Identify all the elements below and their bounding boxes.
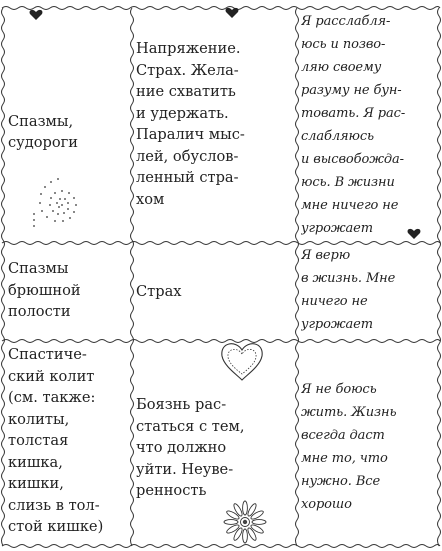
disease-line: ский колит <box>8 367 95 385</box>
disease-line: кишка, <box>8 453 63 471</box>
cause-line: уйти. Неуве- <box>136 460 234 478</box>
affirmation-line: Я верю <box>301 248 351 263</box>
cause-line: Напряжение. <box>136 40 241 57</box>
affirmation-line: хорошо <box>301 497 352 512</box>
disease-line: Спазмы, <box>8 112 74 130</box>
disease-line: слизь в тол- <box>8 496 100 514</box>
disease-line: кишки, <box>8 475 64 492</box>
disease-line: стой кишке) <box>8 518 104 535</box>
affirmation-line: ничего не <box>301 294 368 309</box>
double-heart-icon <box>222 344 262 380</box>
affirmation-line: и высвобожда- <box>301 152 404 167</box>
cause-line: Боязнь рас- <box>136 396 227 413</box>
cause-line: ние схватить <box>136 83 236 100</box>
cause-line: хом <box>136 190 165 208</box>
affirmation-line: всегда даст <box>301 428 385 443</box>
disease-line: колиты, <box>8 410 70 428</box>
flower-ornament-icon <box>224 501 266 543</box>
cause-line: статься с тем, <box>136 417 245 435</box>
affirmation-line: нужно. Все <box>301 474 381 489</box>
cause-line: лей, обуслов- <box>136 147 239 165</box>
disease-line: судороги <box>8 134 79 151</box>
affirmation-line: слабляюсь <box>301 129 375 144</box>
affirmation-line: мне то, что <box>301 451 388 466</box>
affirmation-line: Я расслабля- <box>301 14 391 29</box>
row-1-disease <box>8 14 130 162</box>
affirmation-line: угрожает <box>301 221 374 236</box>
affirmation-line: жить. Жизнь <box>301 405 397 420</box>
cause-line: Паралич мыс- <box>136 126 245 143</box>
row-1-cause <box>136 38 294 238</box>
affirmation-line: юсь и позво- <box>301 37 386 52</box>
affirmation-line: товать. Я рас- <box>301 106 406 121</box>
affirmation-line: в жизнь. Мне <box>301 271 396 286</box>
heart-icon <box>226 8 239 18</box>
row-3-cause <box>136 394 294 506</box>
affirmation-line: угрожает <box>301 317 374 332</box>
affirmation-line: юсь. В жизни <box>301 175 395 190</box>
disease-line: Спастиче- <box>8 346 87 363</box>
cause-line: и удержать. <box>136 104 229 122</box>
affirmation-line: мне ничего не <box>301 198 399 213</box>
affirmation-line: ляю своему <box>301 60 382 75</box>
row-2-cause <box>136 281 294 305</box>
affirmation-line: разуму не бун- <box>301 83 402 98</box>
row-3-affirmation <box>301 378 436 518</box>
cause-line: Страх. Жела- <box>136 61 239 79</box>
cause-line: Страх <box>136 283 182 300</box>
disease-line: (см. также: <box>8 389 96 406</box>
affirmation-line: Я не боюсь <box>301 382 377 397</box>
cause-line: ренность <box>136 482 207 499</box>
disease-line: толстая <box>8 432 69 449</box>
cause-line: ленный стра- <box>136 169 239 186</box>
row-2-affirmation <box>301 244 436 338</box>
row-3-disease <box>8 344 130 542</box>
cause-line: что должно <box>136 439 227 456</box>
row-1-affirmation <box>301 10 436 240</box>
disease-line: полости <box>8 303 71 320</box>
disease-line: брюшной <box>8 281 81 299</box>
spiral-ornament-icon <box>33 178 77 227</box>
disease-line: Спазмы <box>8 260 69 277</box>
row-2-disease <box>8 258 130 328</box>
